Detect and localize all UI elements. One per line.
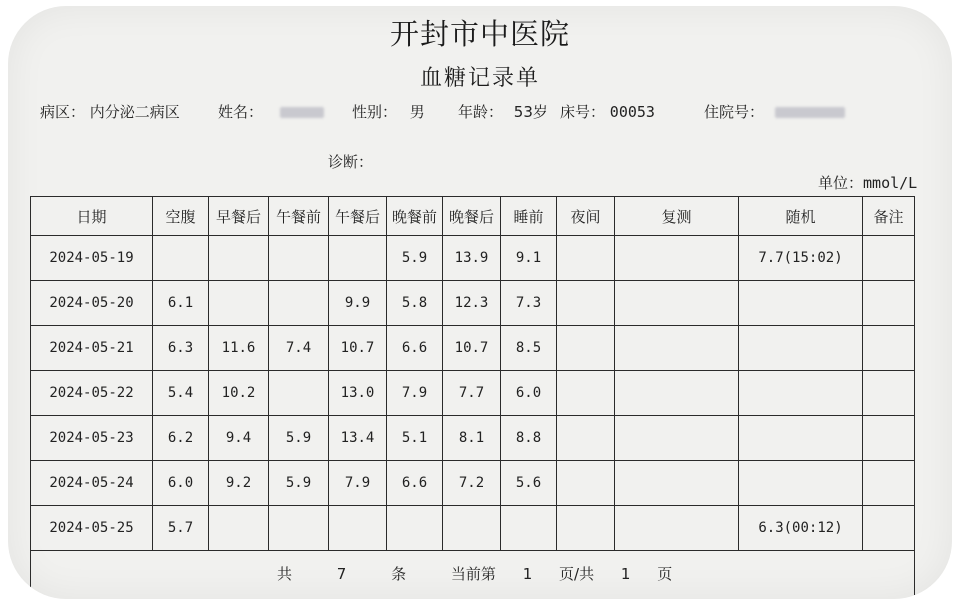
value-cell: 10.7 <box>443 326 501 371</box>
value-cell <box>863 506 915 551</box>
value-cell <box>329 506 387 551</box>
value-cell <box>863 371 915 416</box>
value-cell <box>269 371 329 416</box>
value-cell <box>209 236 269 281</box>
admission-label: 住院号： <box>704 103 765 121</box>
value-cell: 6.1 <box>153 281 209 326</box>
value-cell: 9.4 <box>209 416 269 461</box>
value-cell <box>615 461 739 506</box>
value-cell <box>329 236 387 281</box>
total-prefix: 共 <box>277 564 293 583</box>
bed-label: 床号： <box>560 103 606 121</box>
gender-label: 性别： <box>352 103 398 121</box>
value-cell <box>615 371 739 416</box>
page-prefix: 当前第 <box>450 564 496 583</box>
column-header: 早餐后 <box>209 197 269 236</box>
admission-redacted <box>775 107 845 118</box>
date-cell: 2024-05-24 <box>31 461 153 506</box>
value-cell <box>501 506 557 551</box>
page-current: 1 <box>522 564 533 583</box>
unit-label: 单位： <box>818 174 864 192</box>
value-cell <box>739 326 863 371</box>
page-mid: 页/共 <box>559 564 595 583</box>
hospital-name: 开封市中医院 <box>389 17 570 51</box>
name-label: 姓名： <box>218 103 264 121</box>
value-cell <box>557 281 615 326</box>
column-header: 随机 <box>739 197 863 236</box>
column-header: 空腹 <box>153 197 209 236</box>
pagination <box>31 551 915 596</box>
age-field <box>458 101 548 122</box>
value-cell <box>557 236 615 281</box>
value-cell: 13.9 <box>443 236 501 281</box>
value-cell: 7.2 <box>443 461 501 506</box>
value-cell <box>557 416 615 461</box>
value-cell: 6.6 <box>387 461 443 506</box>
value-cell: 5.6 <box>501 461 557 506</box>
value-cell: 9.2 <box>209 461 269 506</box>
value-cell <box>269 236 329 281</box>
column-header: 晚餐后 <box>443 197 501 236</box>
column-header: 午餐前 <box>269 197 329 236</box>
value-cell: 7.3 <box>501 281 557 326</box>
value-cell: 6.3(00:12) <box>739 506 863 551</box>
value-cell: 6.6 <box>387 326 443 371</box>
glucose-table <box>30 196 915 595</box>
name-field <box>218 101 324 122</box>
value-cell: 12.3 <box>443 281 501 326</box>
value-cell <box>863 281 915 326</box>
value-cell <box>557 461 615 506</box>
value-cell: 5.7 <box>153 506 209 551</box>
value-cell <box>269 506 329 551</box>
date-cell: 2024-05-25 <box>31 506 153 551</box>
value-cell <box>863 326 915 371</box>
table-body <box>31 236 915 551</box>
table-row <box>31 236 915 281</box>
value-cell: 5.9 <box>387 236 443 281</box>
value-cell <box>615 326 739 371</box>
value-cell: 5.4 <box>153 371 209 416</box>
value-cell <box>739 371 863 416</box>
value-cell: 9.9 <box>329 281 387 326</box>
value-cell: 6.0 <box>501 371 557 416</box>
date-cell: 2024-05-22 <box>31 371 153 416</box>
column-header: 夜间 <box>557 197 615 236</box>
column-header: 复测 <box>615 197 739 236</box>
ward-field <box>40 101 180 122</box>
value-cell <box>863 461 915 506</box>
value-cell: 7.4 <box>269 326 329 371</box>
value-cell: 10.2 <box>209 371 269 416</box>
value-cell <box>739 416 863 461</box>
bed-field <box>560 101 655 122</box>
ward-value: 内分泌二病区 <box>89 103 180 121</box>
table-row <box>31 326 915 371</box>
column-header: 晚餐前 <box>387 197 443 236</box>
value-cell: 5.9 <box>269 461 329 506</box>
ward-label: 病区： <box>40 103 86 121</box>
value-cell <box>557 506 615 551</box>
page-total: 1 <box>620 564 631 583</box>
value-cell: 6.0 <box>153 461 209 506</box>
value-cell <box>209 281 269 326</box>
form-title: 血糖记录单 <box>419 66 540 91</box>
column-header: 日期 <box>31 197 153 236</box>
table-header-row <box>31 197 915 236</box>
bed-value: 00053 <box>609 103 655 121</box>
admission-field <box>704 101 845 122</box>
diagnosis-label: 诊断： <box>328 153 374 171</box>
value-cell: 8.1 <box>443 416 501 461</box>
value-cell: 13.0 <box>329 371 387 416</box>
value-cell: 8.5 <box>501 326 557 371</box>
value-cell: 13.4 <box>329 416 387 461</box>
value-cell <box>269 281 329 326</box>
value-cell: 6.2 <box>153 416 209 461</box>
value-cell: 7.7(15:02) <box>739 236 863 281</box>
name-redacted <box>280 107 324 118</box>
value-cell <box>443 506 501 551</box>
gender-value: 男 <box>409 103 425 121</box>
value-cell: 11.6 <box>209 326 269 371</box>
table-row <box>31 281 915 326</box>
value-cell: 7.9 <box>387 371 443 416</box>
page-suffix: 页 <box>657 564 673 583</box>
value-cell: 5.9 <box>269 416 329 461</box>
value-cell <box>739 461 863 506</box>
total-suffix: 条 <box>391 564 407 583</box>
value-cell: 5.1 <box>387 416 443 461</box>
value-cell <box>209 506 269 551</box>
value-cell: 7.7 <box>443 371 501 416</box>
age-label: 年龄： <box>458 103 504 121</box>
date-cell: 2024-05-23 <box>31 416 153 461</box>
value-cell <box>153 236 209 281</box>
value-cell <box>615 416 739 461</box>
table-footer-row <box>31 551 915 596</box>
total-count: 7 <box>336 564 347 583</box>
value-cell <box>615 281 739 326</box>
unit-field <box>818 172 917 193</box>
value-cell <box>615 506 739 551</box>
value-cell: 10.7 <box>329 326 387 371</box>
date-cell: 2024-05-20 <box>31 281 153 326</box>
date-cell: 2024-05-19 <box>31 236 153 281</box>
value-cell: 7.9 <box>329 461 387 506</box>
gender-field <box>352 101 425 122</box>
value-cell: 5.8 <box>387 281 443 326</box>
table-row <box>31 461 915 506</box>
value-cell <box>557 371 615 416</box>
table-row <box>31 416 915 461</box>
value-cell: 8.8 <box>501 416 557 461</box>
value-cell <box>739 281 863 326</box>
table-row <box>31 371 915 416</box>
value-cell: 6.3 <box>153 326 209 371</box>
table-row <box>31 506 915 551</box>
value-cell <box>863 416 915 461</box>
value-cell <box>615 236 739 281</box>
date-cell: 2024-05-21 <box>31 326 153 371</box>
age-value: 53岁 <box>513 103 548 121</box>
column-header: 备注 <box>863 197 915 236</box>
column-header: 睡前 <box>501 197 557 236</box>
unit-value: mmol/L <box>863 174 918 192</box>
value-cell <box>557 326 615 371</box>
value-cell <box>387 506 443 551</box>
value-cell <box>863 236 915 281</box>
form-sheet <box>8 6 952 599</box>
value-cell: 9.1 <box>501 236 557 281</box>
column-header: 午餐后 <box>329 197 387 236</box>
